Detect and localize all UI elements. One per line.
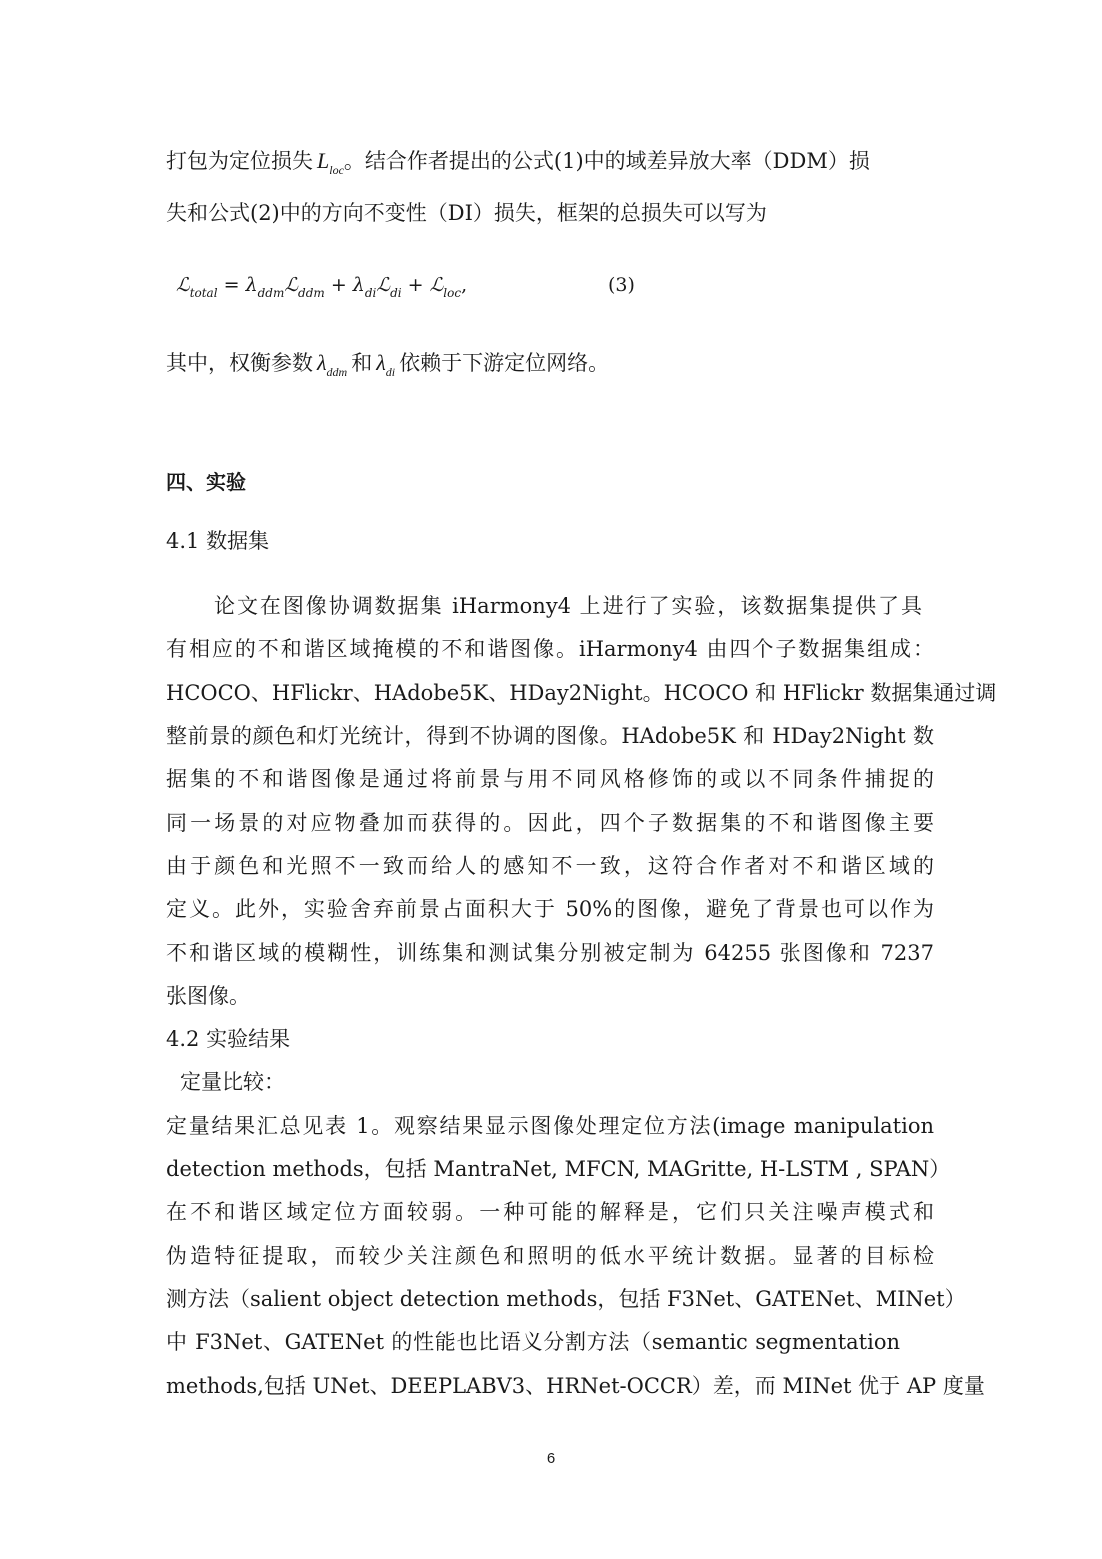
para2-text-c: 依赖于下游定位网络。 <box>399 351 610 375</box>
dataset-line-8: 定义。此外，实验舍弃前景占面积大于 50%的图像，避免了背景也可以作为 <box>166 897 934 921</box>
page-number: 6 <box>546 1450 556 1467</box>
results-line-1: 定量结果汇总见表 1。观察结果显示图像处理定位方法(image manipulation <box>166 1114 934 1138</box>
para2-line <box>166 352 609 378</box>
eq-L-di: ℒ <box>376 274 391 296</box>
dataset-line-9: 不和谐区域的模糊性，训练集和测试集分别被定制为 64255 张图像和 7237 <box>166 941 934 965</box>
results-line-2: detection methods，包括 MantraNet, MFCN, MAGritte, H-LSTM , SPAN） <box>166 1157 951 1181</box>
eq-equals: = <box>217 274 246 296</box>
results-line-5: 测方法（salient object detection methods，包括 F3Net、GATENet、MINet） <box>166 1287 966 1311</box>
results-line-4: 伪造特征提取，而较少关注颜色和照明的低水平统计数据。显著的目标检 <box>166 1244 934 1268</box>
para2-text-a: 其中，权衡参数 <box>166 351 313 375</box>
lambda-ddm-symbol <box>317 350 348 379</box>
eq-L-di-sub: di <box>390 286 402 300</box>
equation-number: (3) <box>608 274 635 296</box>
dataset-line-7: 由于颜色和光照不一致而给人的感知不一致，这符合作者对不和谐区域的 <box>166 854 934 878</box>
para1-text-a: 打包为定位损失 <box>166 149 313 173</box>
eq-L-ddm: ℒ <box>284 274 299 296</box>
lambda-ddm-sub: ddm <box>326 365 348 379</box>
para2-text-b: 和 <box>351 351 373 375</box>
subsection-4-2-title: 4.2 实验结果 <box>166 1027 291 1051</box>
eq-lambda-ddm: λ <box>245 274 258 296</box>
eq-L-loc-sub: loc <box>443 286 462 300</box>
lambda-ddm-main: λ <box>317 350 327 375</box>
section-heading: 四、实验 <box>166 470 246 494</box>
eq-plus-1: + <box>324 274 353 296</box>
dataset-line-10: 张图像。 <box>166 984 250 1008</box>
dataset-line-5: 据集的不和谐图像是通过将前景与用不同风格修饰的或以不同条件捕捉的 <box>166 767 934 791</box>
quant-heading: 定量比较： <box>180 1070 285 1094</box>
eq-plus-2: + <box>401 274 430 296</box>
eq-lambda-ddm-sub: ddm <box>257 286 285 300</box>
l-loc-main: L <box>317 148 330 173</box>
eq-L-loc: ℒ <box>429 274 444 296</box>
lambda-di-symbol <box>376 350 396 379</box>
eq-lambda-di-sub: di <box>364 286 377 300</box>
l-loc-symbol <box>317 148 344 177</box>
lambda-di-sub: di <box>385 365 396 379</box>
eq-L-ddm-sub: ddm <box>298 286 325 300</box>
results-line-3: 在不和谐区域定位方面较弱。一种可能的解释是，它们只关注噪声模式和 <box>166 1200 934 1224</box>
para1-line1 <box>166 150 870 176</box>
para1-text-b: 。结合作者提出的公式(1)中的域差异放大率（DDM）损 <box>343 149 870 173</box>
lambda-di-main: λ <box>376 350 386 375</box>
subsection-4-1-title: 4.1 数据集 <box>166 529 270 553</box>
eq-lambda-di: λ <box>352 274 365 296</box>
dataset-line-4: 整前景的颜色和灯光统计，得到不协调的图像。HAdobe5K 和 HDay2Night 数 <box>166 724 934 748</box>
equation-3 <box>176 274 467 300</box>
eq-total-sub: total <box>189 286 218 300</box>
l-loc-sub: loc <box>329 163 344 177</box>
results-line-6: 中 F3Net、GATENet 的性能也比语义分割方法（semantic segmentation <box>166 1330 900 1354</box>
dataset-line-2: 有相应的不和谐区域掩模的不和谐图像。iHarmony4 由四个子数据集组成： <box>166 637 934 661</box>
dataset-line-3: HCOCO、HFlickr、HAdobe5K、HDay2Night。HCOCO 和 HFlickr 数据集通过调 <box>166 681 997 705</box>
results-line-7: methods,包括 UNet、DEEPLABV3、HRNet-OCCR）差，而 MINet 优于 AP 度量 <box>166 1374 985 1398</box>
eq-comma: , <box>461 274 468 296</box>
para1-line2: 失和公式(2)中的方向不变性（DI）损失，框架的总损失可以写为 <box>166 201 767 225</box>
eq-total-L: ℒ <box>176 274 190 296</box>
dataset-line-6: 同一场景的对应物叠加而获得的。因此，四个子数据集的不和谐图像主要 <box>166 811 934 835</box>
dataset-line-1: 论文在图像协调数据集 iHarmony4 上进行了实验，该数据集提供了具 <box>214 594 922 618</box>
